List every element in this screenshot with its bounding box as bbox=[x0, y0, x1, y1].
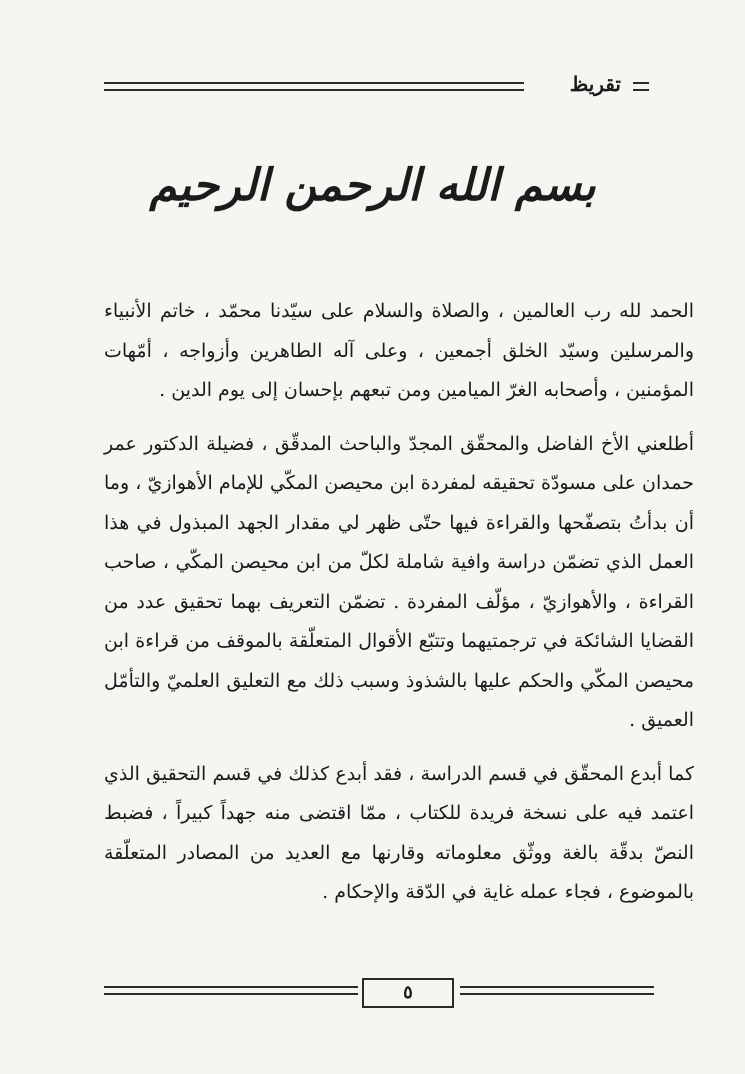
header-rule-line bbox=[633, 82, 649, 84]
footer-rule-line bbox=[104, 986, 358, 988]
header-rule-line bbox=[104, 82, 524, 84]
paragraph: كما أبدع المحقّق في قسم الدراسة ، فقد أبدع كذلك في قسم التحقيق الذي اعتمد فيه على نسخة فريدة للكتاب ، ممّا اقتضى منه جهداً كبيراً ، فضبط النصّ بدقّة بالغة ووثّق معلوماته وقارنها مع العديد من المصادر المتعلّقة بالموضوع ، فجاء عمله غاية في الدّقة والإحكام . bbox=[104, 762, 694, 903]
page-title: تقريظ bbox=[564, 72, 627, 96]
footer-rule-line bbox=[460, 986, 654, 988]
footer-rule-line bbox=[104, 993, 358, 995]
header-rule-line bbox=[104, 89, 524, 91]
paragraph: الحمد لله رب العالمين ، والصلاة والسلام على سيّدنا محمّد ، خاتم الأنبياء والمرسلين وسيّد الخلق أجمعين ، وعلى آله الطاهرين وأزواجه ، أمّهات المؤمنين ، وأصحابه الغرّ الميامين ومن تبعهم بإحسان إلى يوم الدين . bbox=[104, 300, 694, 401]
page-header bbox=[104, 70, 649, 100]
page-number: ٥ bbox=[362, 978, 454, 1008]
page-footer bbox=[104, 978, 654, 1008]
header-rule-line bbox=[633, 89, 649, 91]
paragraph: أطلعني الأخ الفاضل والمحقّق المجدّ والباحث المدقّق ، فضيلة الدكتور عمر حمدان على مسودّة تحقيقه لمفردة ابن محيصن المكّي للإمام الأهوازيّ ، وما أن بدأتُ بتصفّحها والقراءة فيها حتّى ظهر لي مقدار الجهد المبذول في هذا العمل الذي تضمّن دراسة وافية شاملة لكلّ من ابن محيصن المكّي ، صاحب القراءة ، والأهوازيّ ، مؤلّف المفردة . تضمّن التعريف بهما تحقيق عدد من القضايا الشائكة في ترجمتيهما وتتبّع الأقوال المتعلّقة بالموقف من قراءة ابن محيصن المكّي والحكم عليها بالشذوذ وسبب ذلك مع التعليق العلميّ والتأمّل العميق . bbox=[104, 432, 694, 731]
basmala-calligraphy: بسم الله الرحمن الرحيم bbox=[149, 160, 596, 211]
footer-rule-line bbox=[460, 993, 654, 995]
body-text bbox=[104, 292, 694, 927]
